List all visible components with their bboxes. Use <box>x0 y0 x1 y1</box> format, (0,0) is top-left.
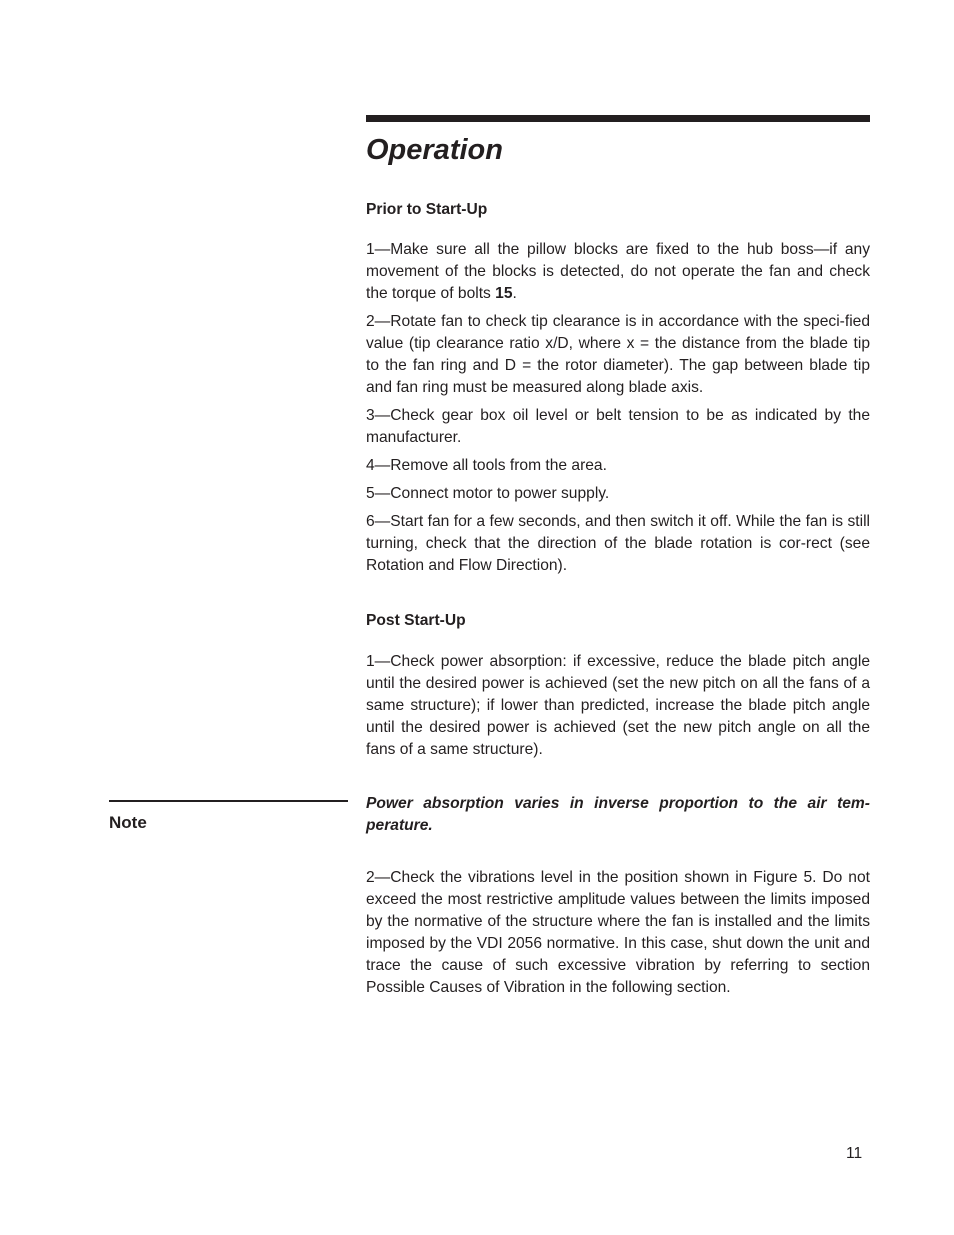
section-heading-prior-start-up: Prior to Start-Up <box>366 201 488 218</box>
prior-step-3: 3—Check gear box oil level or belt tension to be as indicated by the manufacturer. <box>366 407 870 446</box>
prior-start-up-steps <box>366 239 870 583</box>
prior-step-5: 5—Connect motor to power supply. <box>366 485 610 502</box>
bolt-number: 15 <box>495 285 513 302</box>
page-number: 11 <box>846 1145 863 1162</box>
page-title: Operation <box>366 134 503 166</box>
post-start-up-step-2-block <box>366 867 870 1005</box>
post-step-1: 1—Check power absorption: if excessive, reduce the blade pitch angle until the desired power is achieved (set the new pitch on all the fans of a same structure); if lower than predicted, increase the blade pitch angle until the desired power is achieved (set the new pitch angle on all the fans of a same structure). <box>366 653 870 758</box>
post-start-up-step-1-block <box>366 651 870 767</box>
note-rule <box>109 800 348 802</box>
note-label: Note <box>109 813 147 832</box>
prior-step-1 <box>366 239 870 305</box>
title-rule <box>366 115 870 122</box>
prior-step-6: 6—Start fan for a few seconds, and then switch it off. While the fan is still turning, check that the direction of the blade rotation is cor-rect (see Rotation and Flow Direction). <box>366 513 870 574</box>
prior-step-1-text: 1—Make sure all the pillow blocks are fixed to the hub boss—if any movement of the blocks is detected, do not operate the fan and check the torque of bolts <box>366 241 870 302</box>
section-heading-post-start-up: Post Start-Up <box>366 612 466 629</box>
prior-step-1-end: . <box>512 285 517 302</box>
prior-step-4: 4—Remove all tools from the area. <box>366 457 607 474</box>
note-text: Power absorption varies in inverse proportion to the air tem-perature. <box>366 795 870 834</box>
post-step-2: 2—Check the vibrations level in the position shown in Figure 5. Do not exceed the most restrictive amplitude values between the limits imposed by the normative of the structure where the fan is installed and the limits imposed by the VDI 2056 normative. In this case, shut down the unit and trace the cause of such excessive vibration by referring to section Possible Causes of Vibration in the following section. <box>366 869 870 996</box>
prior-step-2: 2—Rotate fan to check tip clearance is in accordance with the speci-fied value (tip clearance ratio x/D, where x = the distance from the blade tip to the fan ring and D = the rotor diameter). The gap between blade tip and fan ring must be measured along blade axis. <box>366 313 870 396</box>
